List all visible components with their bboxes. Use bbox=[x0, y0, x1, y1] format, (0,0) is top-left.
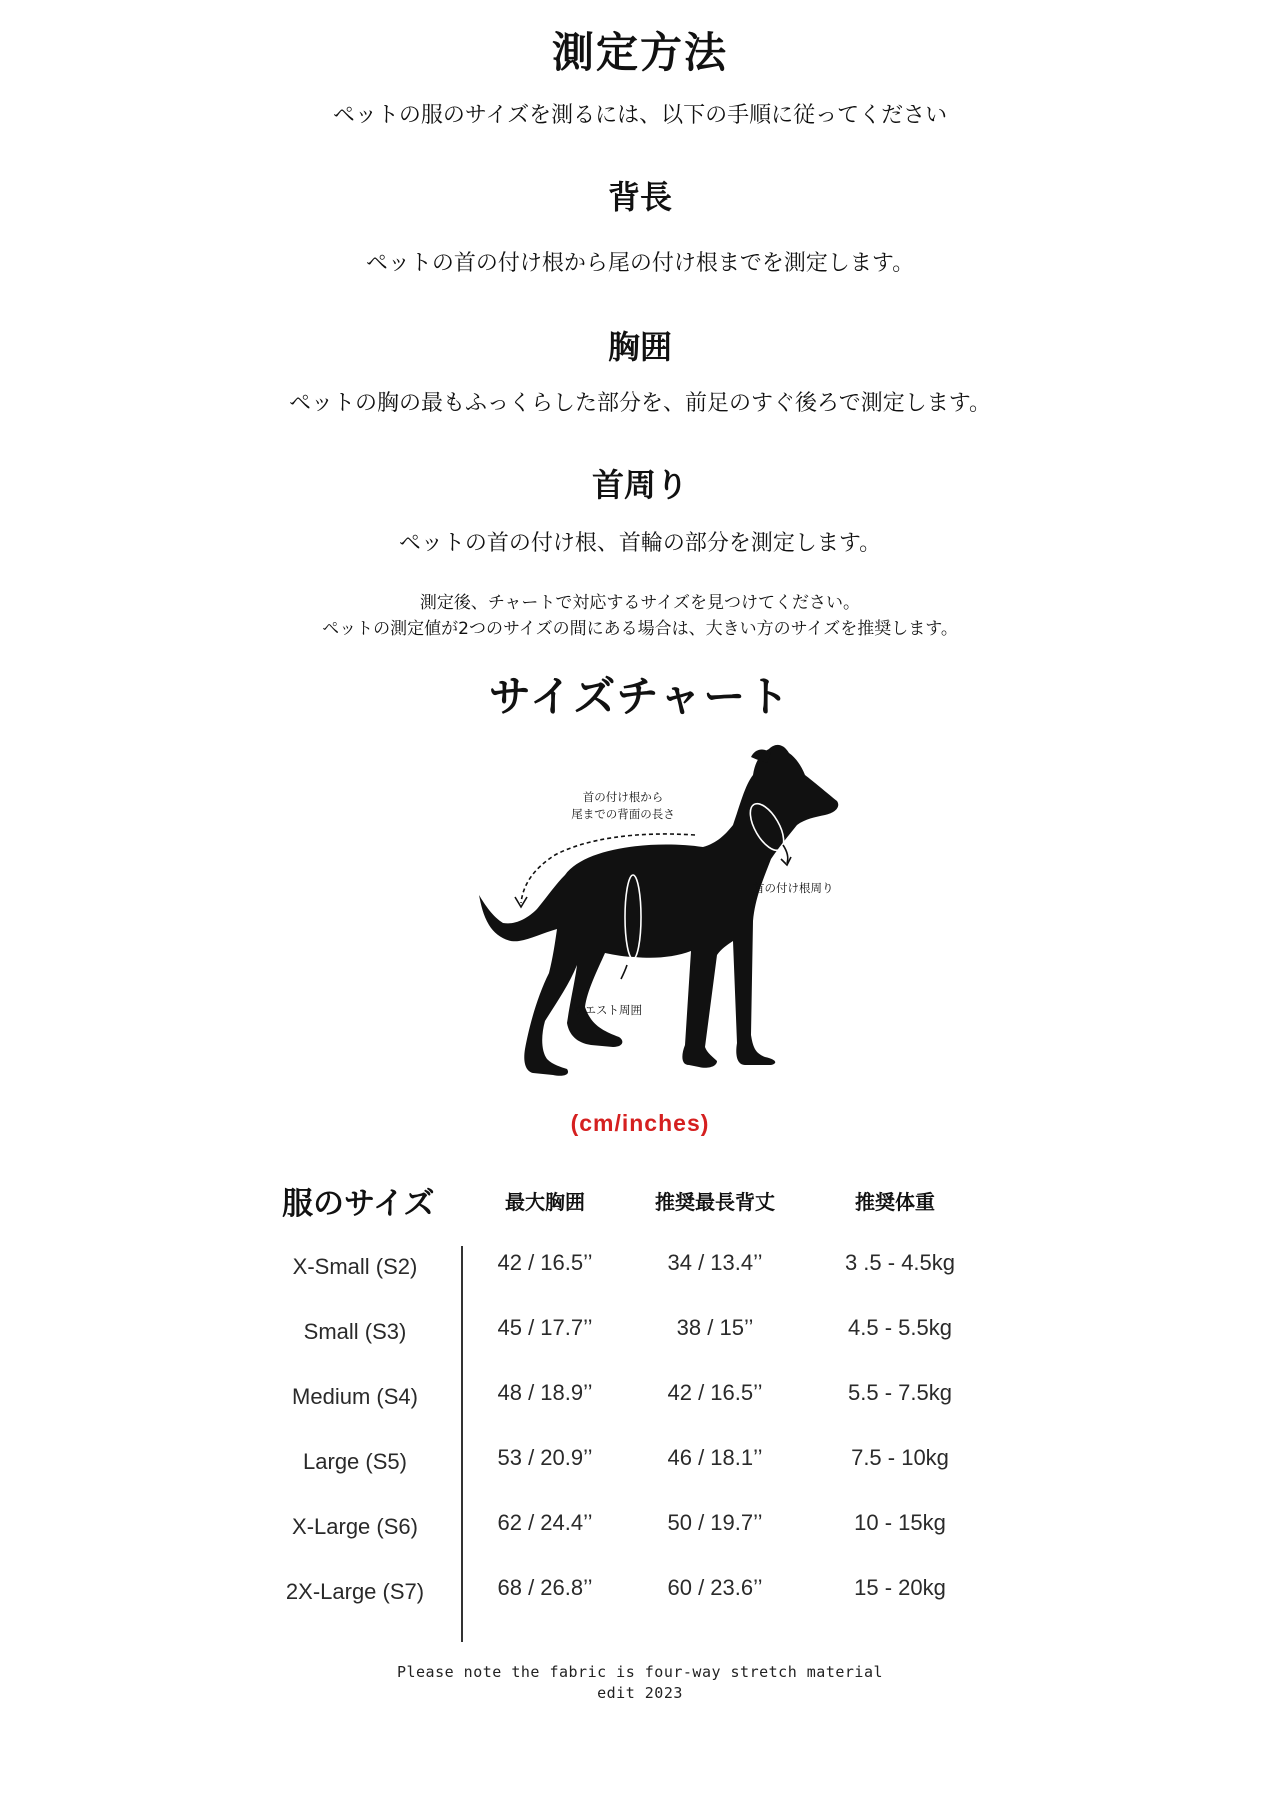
cell-weight: 10 - 15kg bbox=[854, 1510, 946, 1535]
cell-weight: 3 .5 - 4.5kg bbox=[844, 1250, 956, 1275]
header-chest: 最大胸囲 bbox=[505, 1190, 585, 1214]
section-heading-chest: 胸囲 bbox=[607, 328, 672, 366]
cell-size: 2X-Large (S7) bbox=[285, 1579, 425, 1604]
cell-weight: 4.5 - 5.5kg bbox=[848, 1315, 952, 1340]
section-text-back-length: ペットの首の付け根から尾の付け根までを測定します。 bbox=[365, 251, 915, 276]
cell-back: 42 / 16.5’’ bbox=[667, 1380, 763, 1405]
cell-size: Medium (S4) bbox=[292, 1384, 418, 1409]
size-table bbox=[270, 1170, 1010, 1650]
cell-chest: 42 / 16.5’’ bbox=[497, 1250, 593, 1275]
footer-note: Please note the fabric is four-way stretch material bbox=[396, 1663, 884, 1681]
dog-measurement-figure bbox=[455, 735, 865, 1095]
page-title: 測定方法 bbox=[551, 28, 728, 77]
waist-arrow bbox=[621, 965, 627, 979]
neck-arrow bbox=[783, 845, 788, 863]
header-size: 服のサイズ bbox=[282, 1186, 435, 1222]
footer-edit: edit 2023 bbox=[597, 1684, 683, 1702]
cell-weight: 15 - 20kg bbox=[854, 1575, 946, 1600]
size-chart-title: サイズチャート bbox=[488, 672, 792, 721]
section-heading-neck: 首周り bbox=[591, 466, 688, 504]
header-back: 推奨最長背丈 bbox=[655, 1190, 775, 1214]
unit-label: (cm/inches) bbox=[570, 1110, 710, 1136]
section-heading-back-length: 背長 bbox=[607, 178, 672, 216]
cell-size: Small (S3) bbox=[303, 1319, 407, 1344]
label-back-length-2: 尾までの背面の長さ bbox=[571, 807, 675, 821]
cell-size: X-Small (S2) bbox=[292, 1254, 418, 1279]
cell-chest: 68 / 26.8’’ bbox=[497, 1575, 593, 1600]
cell-weight: 5.5 - 7.5kg bbox=[848, 1380, 952, 1405]
neck-arrowhead bbox=[781, 857, 791, 865]
label-back-length-1: 首の付け根から bbox=[582, 790, 664, 804]
cell-back: 46 / 18.1’’ bbox=[667, 1445, 763, 1470]
cell-back: 50 / 19.7’’ bbox=[667, 1510, 763, 1535]
table-divider bbox=[461, 1246, 463, 1642]
cell-size: Large (S5) bbox=[303, 1449, 407, 1474]
cell-chest: 62 / 24.4’’ bbox=[497, 1510, 593, 1535]
cell-chest: 45 / 17.7’’ bbox=[497, 1315, 593, 1340]
cell-back: 60 / 23.6’’ bbox=[667, 1575, 763, 1600]
intro-text: ペットの服のサイズを測るには、以下の手順に従ってください bbox=[332, 103, 948, 128]
section-text-chest: ペットの胸の最もふっくらした部分を、前足のすぐ後ろで測定します。 bbox=[288, 391, 992, 416]
cell-chest: 48 / 18.9’’ bbox=[497, 1380, 593, 1405]
header-weight: 推奨体重 bbox=[855, 1190, 935, 1214]
cell-weight: 7.5 - 10kg bbox=[851, 1445, 949, 1470]
label-neck: 首の付け根周り bbox=[753, 881, 834, 895]
after-note-line2: ペットの測定値が2つのサイズの間にある場合は、大きい方のサイズを推奨します。 bbox=[322, 619, 958, 639]
cell-back: 34 / 13.4’’ bbox=[667, 1250, 763, 1275]
cell-back: 38 / 15’’ bbox=[676, 1315, 754, 1340]
label-waist: ウエスト周囲 bbox=[573, 1003, 642, 1017]
cell-chest: 53 / 20.9’’ bbox=[497, 1445, 593, 1470]
after-note-line1: 測定後、チャートで対応するサイズを見つけてください。 bbox=[419, 593, 861, 613]
cell-size: X-Large (S6) bbox=[292, 1514, 418, 1539]
section-text-neck: ペットの首の付け根、首輪の部分を測定します。 bbox=[398, 531, 882, 556]
